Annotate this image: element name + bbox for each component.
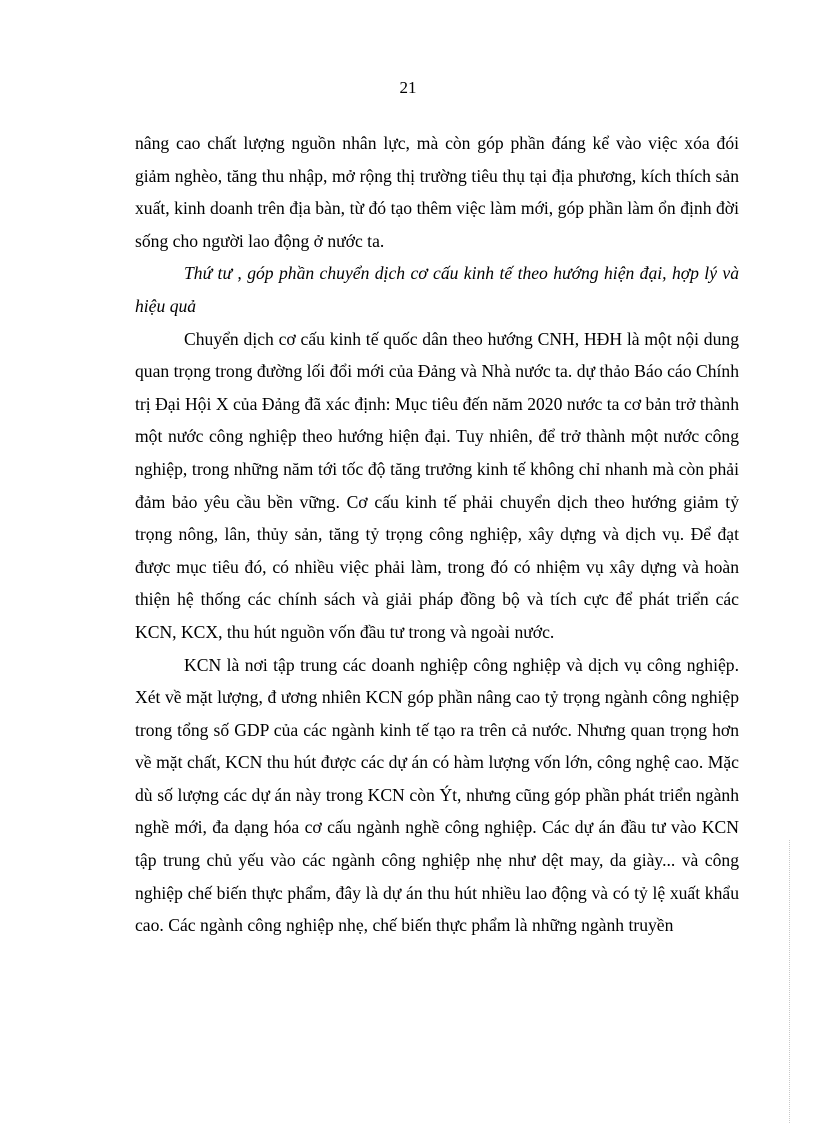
section-heading-italic: Thứ tư , góp phần chuyển dịch cơ cấu kinh tế theo hướng hiện đại, hợp lý và hiệu quả (135, 263, 739, 316)
body-text (135, 127, 739, 942)
paragraph-industrial-zones: KCN là nơi tập trung các doanh nghiệp công nghiệp và dịch vụ công nghiệp. Xét về mặt lượng, đ ương nhiên KCN góp phần nâng cao tỷ trọng ngành công nghiệp trong tổng số GDP của các ngành kinh tế tạo ra trên cả nước. Nhưng quan trọng hơn về mặt chất, KCN thu hút được các dự án có hàm lượng vốn lớn, công nghệ cao. Mặc dù số lượng các dự án này trong KCN còn Ýt, nhưng cũng góp phần phát triển ngành nghề mới, đa dạng hóa cơ cấu ngành nghề công nghiệp. Các dự án đầu tư vào KCN tập trung chủ yếu vào các ngành công nghiệp nhẹ như dệt may, da giày... và công nghiệp chế biến thực phẩm, đây là dự án thu hút nhiều lao động và có tỷ lệ xuất khẩu cao. Các ngành công nghiệp nhẹ, chế biến thực phẩm là những ngành truyền (135, 654, 739, 936)
page-number: 21 (399, 78, 417, 97)
paragraph-continuation: nâng cao chất lượng nguồn nhân lực, mà còn góp phần đáng kể vào việc xóa đói giảm nghèo, tăng thu nhập, mở rộng thị trường tiêu thụ tại địa phương, kích thích sản xuất, kinh doanh trên địa bàn, từ đó tạo thêm việc làm mới, góp phần làm ổn định đời sống cho người lao động ở nước ta. (135, 133, 739, 251)
edge-rule (788, 840, 790, 1123)
paragraph-economic-restructuring: Chuyển dịch cơ cấu kinh tế quốc dân theo hướng CNH, HĐH là một nội dung quan trọng trong đường lối đổi mới của Đảng và Nhà nước ta. dự thảo Báo cáo Chính trị Đại Hội X của Đảng đã xác định: Mục tiêu đến năm 2020 nước ta cơ bản trở thành một nước công nghiệp theo hướng hiện đại. Tuy nhiên, để trở thành một nước công nghiệp, trong những năm tới tốc độ tăng trưởng kinh tế không chỉ nhanh mà còn phải đảm bảo yêu cầu bền vững. Cơ cấu kinh tế phải chuyển dịch theo hướng giảm tỷ trọng nông, lân, thủy sản, tăng tỷ trọng công nghiệp, xây dựng và dịch vụ. Để đạt được mục tiêu đó, có nhiều việc phải làm, trong đó có nhiệm vụ xây dựng và hoàn thiện hệ thống các chính sách và giải pháp đồng bộ và tích cực để phát triển các KCN, KCX, thu hút nguồn vốn đầu tư trong và ngoài nước. (135, 328, 739, 642)
